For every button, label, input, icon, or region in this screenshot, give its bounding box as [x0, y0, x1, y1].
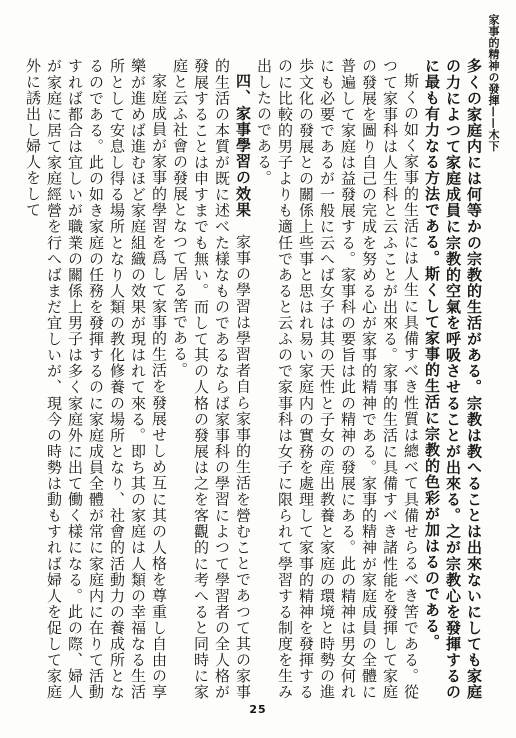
section-heading: 四、家事學習の效果 [234, 73, 252, 218]
page-number: 25 [249, 703, 267, 716]
body-text [24, 58, 484, 701]
paragraph-text: 多くの家庭内には何等かの宗教的生活がある。宗教は教へることは出來ないにしても家庭の力によつて家庭成員に宗教的空氣を呼吸させることが出來る。之が宗教心を發揮するのに最も有力なる方法である。斯くして家事的生活に宗教的色彩が加はるのである。 [423, 58, 483, 700]
paragraph-text: 斯くの如く家事的生活には人生に具備すべき性質は總べて具備せらるべき筈である。從つて家事科は人生科と云ふことが出來る。家事的生活に具備すべき諸性能を發揮して家庭の發展を圖り自己の完成を努める心が家事的精神である。家事的精神が家庭成員の全體に普遍して家庭は益發展する。家事科の要旨は此の精神の發展にある。此の精神は男女何れにも必要であるが一般に云へば女子は其の天性と子女の産出教養と家庭の環境と時勢の進歩文化の發展との關係上些事と思はれ易い家庭内の實務を處理して家事的精神を發揮するのに比較的男子よりも適任であると云ふので家事科は女子に限られて學習する制度を生み出したのである。 [255, 58, 420, 700]
paragraph-household-spirit [253, 58, 421, 700]
paragraph-text: 家事の學習は學習者自ら家事的生活を營むことであつて其の家事的生活の本質が既に述べた樣なものであるならば家事科の學習によつて學習者の全人格が發展することは申すまでも無い。而して其の人格の發展は之を客觀的に考へると同時に家庭と云ふ社會の發展となつて居る筈である。 [171, 58, 252, 701]
running-title: 家事的精神の發揮——木下 [487, 14, 500, 152]
paragraph-text: 家庭成員が家事的學習を爲して家事的生活を發展せしめ互に其の人格を尊重し自由の享樂が進めば進むほど家庭組織の效果が現はれて來る。即ち其の家庭は人類の幸福なる生活所として安息し得る場所となり人類の教化修養の場所となり、社會的活動力の養成所となるのである。此の如き家庭の任務を發揮するのに家庭成員全體が常に家庭内に在りて活動すれば都合は宜しいが職業の關係上男子は多く家庭外に出て働く樣になる。此の際、婦人が家庭に居て家庭經營を行へばまだ宜しいが、現今の時勢は動もすれば婦人を促して家庭外に誘出し婦人をして [24, 58, 168, 700]
heading-gap [234, 218, 252, 234]
paragraph-family-organization [22, 58, 169, 700]
paragraph-religious-life [421, 58, 484, 700]
paragraph-study-effects [169, 58, 253, 700]
